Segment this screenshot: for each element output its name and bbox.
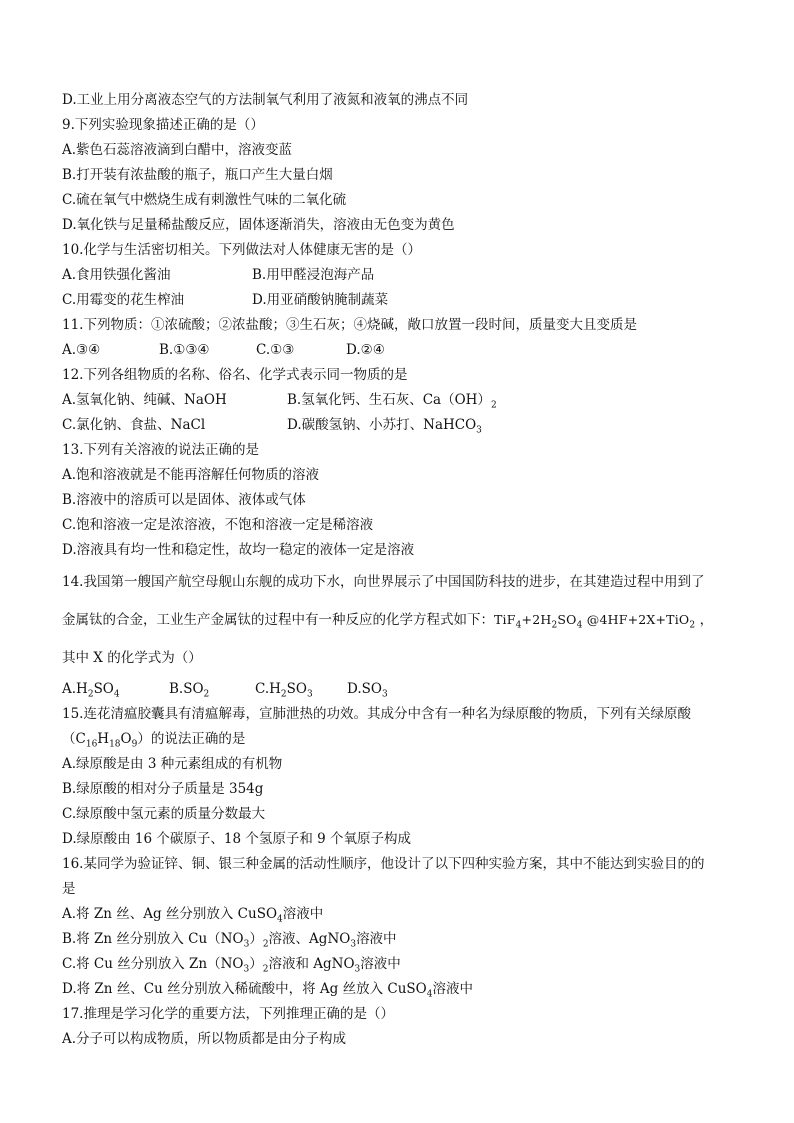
q14-stem-line1: 14.我国第一艘国产航空母舰山东舰的成功下水，向世界展示了中国国防科技的进步，在其建造过程中用到了 <box>62 574 705 590</box>
q15-option-a: A.绿原酸是由 3 种元素组成的有机物 <box>62 756 283 772</box>
q10-option-a: A.食用铁强化酱油 <box>62 267 171 283</box>
q12-option-d: D.碳酸氢钠、小苏打、NaHCO$_3$ <box>287 417 482 436</box>
q8-option-d: D.工业上用分离液态空气的方法制氧气利用了液氮和液氧的沸点不同 <box>62 92 469 108</box>
q13-option-c: C.饱和溶液一定是浓溶液，不饱和溶液一定是稀溶液 <box>62 517 374 533</box>
q11-option-c: C.①③ <box>256 342 295 358</box>
q12-option-a: A.氢氧化钠、纯碱、NaOH <box>62 392 227 408</box>
q10-options-row1 <box>62 263 742 288</box>
q16-stem-line2: 是 <box>62 881 76 897</box>
q16-option-a: A.将 Zn 丝、Ag 丝分别放入 CuSO$_4$溶液中 <box>62 906 324 925</box>
q15-option-c: C.绿原酸中氢元素的质量分数最大 <box>62 806 266 822</box>
q10-options-row2 <box>62 288 742 313</box>
q14-option-a: $A.H_2SO_4$ <box>62 681 120 700</box>
q11-stem: 11.下列物质：①浓硫酸；②浓盐酸；③生石灰；④烧碱，敞口放置一段时间，质量变大且变质是 <box>62 317 637 333</box>
q16-option-d: D.将 Zn 丝、Cu 丝分别放入稀硫酸中，将 Ag 丝放入 CuSO$_4$溶液中 <box>62 981 473 1000</box>
q9-option-a: A.紫色石蕊溶液滴到白醋中，溶液变蓝 <box>62 142 293 158</box>
q9-stem: 9.下列实验现象描述正确的是（） <box>62 117 264 133</box>
q16-stem-line1: 16.某同学为验证锌、铜、银三种金属的活动性顺序，他设计了以下四种实验方案，其中不能达到实验目的的 <box>62 856 705 872</box>
q12-options-row2 <box>62 413 742 438</box>
q15-option-b: B.绿原酸的相对分子质量是 354g <box>62 781 264 797</box>
q12-options-row1 <box>62 388 742 413</box>
q14-option-d: $D.SO_3$ <box>347 681 388 700</box>
q9-option-d: D.氧化铁与足量稀盐酸反应，固体逐渐消失，溶液由无色变为黄色 <box>62 217 455 233</box>
q12-option-c: C.氯化钠、食盐、NaCl <box>62 417 206 433</box>
q12-stem: 12.下列各组物质的名称、俗名、化学式表示同一物质的是 <box>62 367 408 383</box>
q15-stem-line1: 15.连花清瘟胶囊具有清瘟解毒，宣肺泄热的功效。其成分中含有一种名为绿原酸的物质，下列有关绿原酸 <box>62 706 691 722</box>
q14-equation: $TiF_4+2H_2SO_4$ @4HF+2X+TiO$_2$ <box>494 612 696 631</box>
q10-option-c: C.用霉变的花生榨油 <box>62 292 185 308</box>
q13-option-d: D.溶液具有均一性和稳定性，故均一稳定的液体一定是溶液 <box>62 542 415 558</box>
q14-options <box>62 677 742 702</box>
q14-stem-line3: 其中 X 的化学式为（） <box>62 650 202 666</box>
q13-option-b: B.溶液中的溶质可以是固体、液体或气体 <box>62 492 306 508</box>
q11-option-b: B.①③④ <box>159 342 210 358</box>
q10-stem: 10.化学与生活密切相关。下列做法对人体健康无害的是（） <box>62 242 421 258</box>
q16-option-b: B.将 Zn 丝分别放入 $Cu(NO_3)_2$溶液、AgNO$_3$溶液中 <box>62 931 397 950</box>
q15-stem-line2: $(C_{16}H_{18}O_9)$的说法正确的是 <box>62 731 246 750</box>
q9-option-b: B.打开装有浓盐酸的瓶子，瓶口产生大量白烟 <box>62 167 333 183</box>
q14-option-b: $B.SO_2$ <box>169 681 210 700</box>
q17-stem: 17.推理是学习化学的重要方法，下列推理正确的是（） <box>62 1006 394 1022</box>
q14-stem-line2: 金属钛的合金，工业生产金属钛的过程中有一种反应的化学方程式如下：$TiF_4+2H_2SO_4$ @4HF+2X+TiO$_2$ ， <box>62 612 714 631</box>
q10-option-d: D.用亚硝酸钠腌制蔬菜 <box>252 292 389 308</box>
q13-stem: 13.下列有关溶液的说法正确的是 <box>62 442 259 458</box>
q11-option-a: A.③④ <box>62 342 101 358</box>
q12-option-b: B.氢氧化钙、生石灰、$Ca(OH)_2$ <box>287 392 497 411</box>
q11-options <box>62 338 742 363</box>
q16-option-c: C.将 Cu 丝分别放入 $Zn(NO_3)_2$溶液和 AgNO$_3$溶液中 <box>62 956 401 975</box>
q11-option-d: D.②④ <box>346 342 385 358</box>
document-page <box>62 88 742 1052</box>
q17-option-a: A.分子可以构成物质，所以物质都是由分子构成 <box>62 1031 347 1047</box>
q15-option-d: D.绿原酸由 16 个碳原子、18 个氢原子和 9 个氧原子构成 <box>62 831 412 847</box>
q10-option-b: B.用甲醛浸泡海产品 <box>252 267 375 283</box>
q13-option-a: A.饱和溶液就是不能再溶解任何物质的溶液 <box>62 467 320 483</box>
q14-option-c: $C.H_2SO_3$ <box>255 681 313 700</box>
q9-option-c: C.硫在氧气中燃烧生成有刺激性气味的二氧化硫 <box>62 192 347 208</box>
